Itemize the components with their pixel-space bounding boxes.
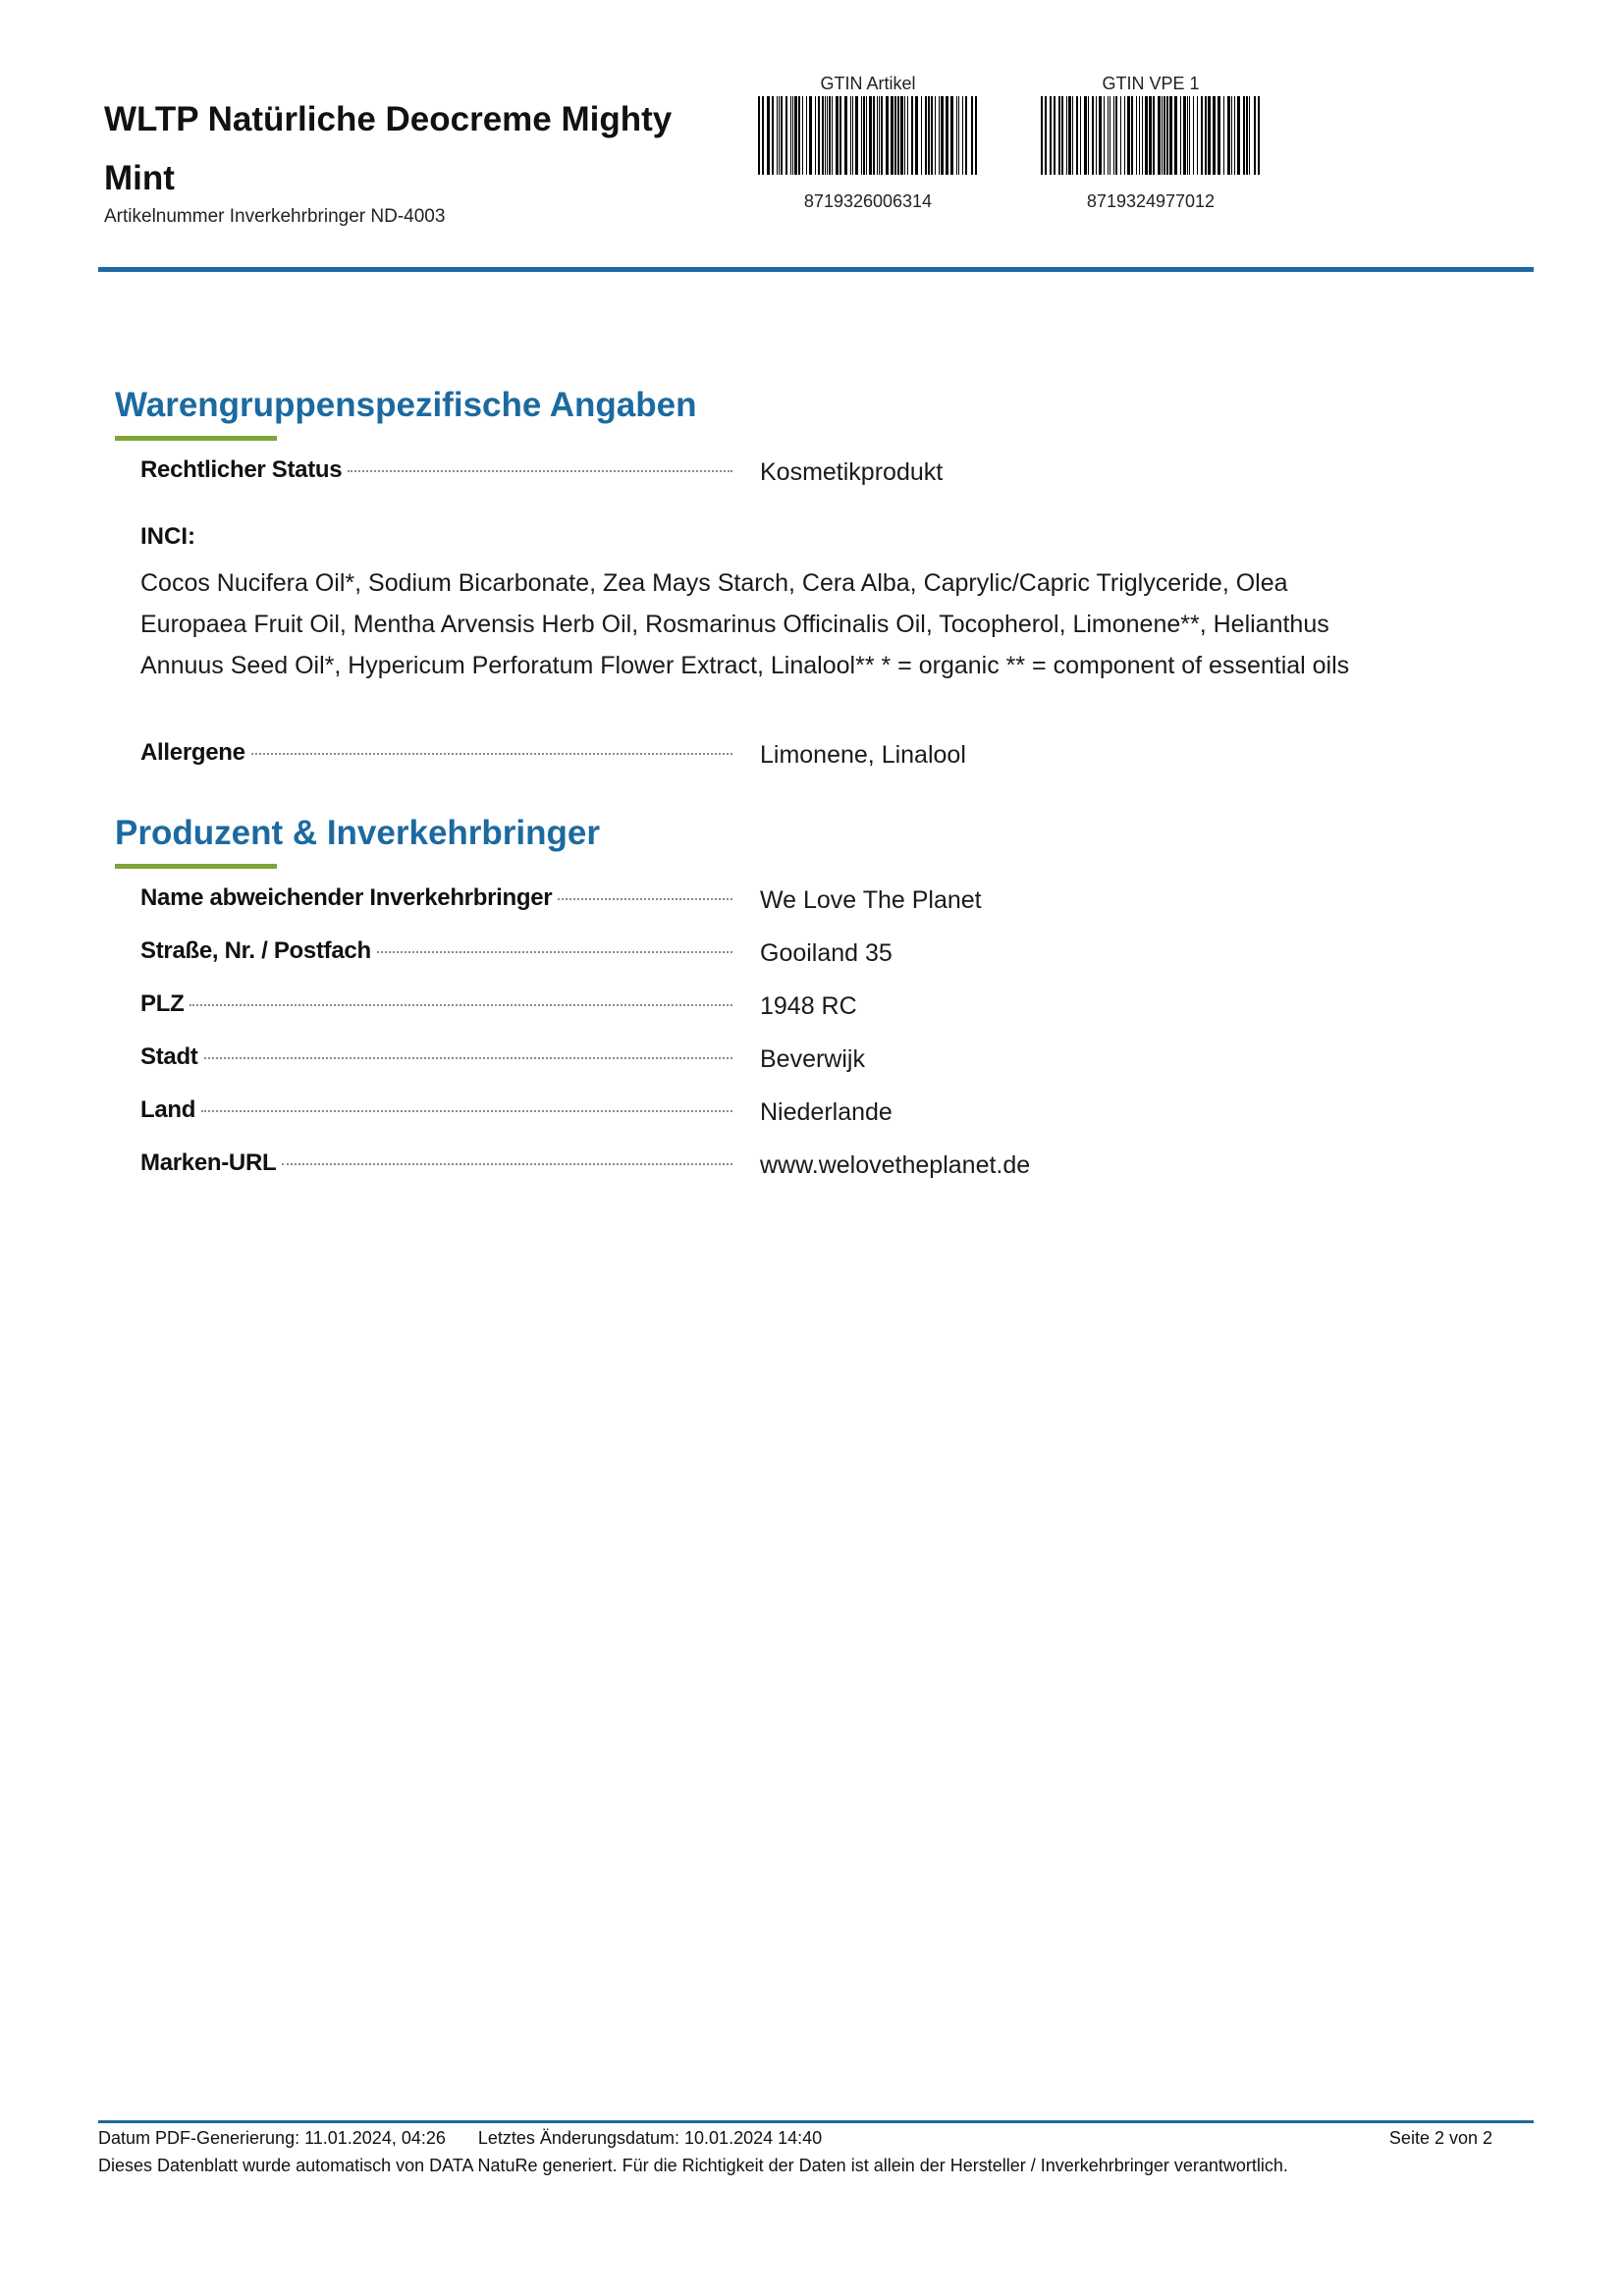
dotted-leader bbox=[348, 469, 732, 472]
section-title-product-group: Warengruppenspezifische Angaben bbox=[115, 386, 697, 424]
field-value: We Love The Planet bbox=[760, 886, 982, 914]
document-title: WLTP Natürliche Deocreme Mighty Mint bbox=[104, 100, 673, 197]
footer-page-number: Seite 2 von 2 bbox=[1388, 2128, 1492, 2148]
field-brand-url bbox=[140, 1149, 1417, 1185]
dotted-leader bbox=[251, 752, 732, 755]
field-street bbox=[140, 937, 1417, 973]
field-value: Beverwijk bbox=[760, 1045, 865, 1073]
field-postal-code bbox=[140, 990, 1417, 1026]
field-label: Rechtlicher Status bbox=[140, 456, 343, 483]
field-label: Allergene bbox=[140, 739, 245, 766]
field-legal-status bbox=[140, 456, 1417, 492]
field-value: Niederlande bbox=[760, 1098, 893, 1126]
footer-divider bbox=[98, 2120, 1534, 2123]
field-allergens bbox=[140, 739, 1417, 774]
field-label: PLZ bbox=[140, 990, 185, 1017]
field-value: Limonene, Linalool bbox=[760, 741, 966, 769]
field-value: Kosmetikprodukt bbox=[760, 458, 944, 486]
footer-disclaimer: Dieses Datenblatt wurde automatisch von DATA NatuRe generiert. Für die Richtigkeit der Daten ist allein der Hersteller / Inverkehrbringer verantwortlich. bbox=[98, 2156, 1288, 2175]
inci-label: INCI: bbox=[140, 523, 195, 550]
field-country bbox=[140, 1096, 1417, 1132]
brand-url-link[interactable]: www.welovetheplanet.de bbox=[760, 1151, 1031, 1179]
barcode-label: GTIN Artikel bbox=[820, 74, 916, 93]
field-label: Name abweichender Inverkehrbringer bbox=[140, 884, 553, 911]
header-divider bbox=[98, 267, 1534, 272]
barcode-bars-icon bbox=[756, 96, 980, 175]
dotted-leader bbox=[189, 1003, 732, 1006]
field-label: Marken-URL bbox=[140, 1149, 277, 1176]
field-label: Stadt bbox=[140, 1043, 198, 1070]
section-underline bbox=[115, 436, 277, 441]
field-label: Straße, Nr. / Postfach bbox=[140, 937, 371, 964]
barcode-bars-icon bbox=[1039, 96, 1263, 175]
dotted-leader bbox=[558, 897, 732, 900]
dotted-leader bbox=[204, 1056, 732, 1059]
barcode-gtin-vpe bbox=[1023, 71, 1278, 214]
field-city bbox=[140, 1043, 1417, 1079]
section-title-producer: Produzent & Inverkehrbringer bbox=[115, 814, 600, 852]
dotted-leader bbox=[201, 1109, 732, 1112]
dotted-leader bbox=[377, 950, 732, 953]
barcode-gtin-article bbox=[740, 71, 996, 214]
barcode-number: 8719324977012 bbox=[1086, 191, 1216, 211]
article-number: Artikelnummer Inverkehrbringer ND-4003 bbox=[104, 206, 446, 227]
footer-modified-date: Letztes Änderungsdatum: 10.01.2024 14:40 bbox=[477, 2128, 823, 2148]
footer-generated-date: Datum PDF-Generierung: 11.01.2024, 04:26 bbox=[98, 2128, 446, 2148]
field-label: Land bbox=[140, 1096, 196, 1123]
footer-meta bbox=[98, 2128, 1492, 2149]
field-distributor-name bbox=[140, 884, 1417, 920]
section-underline bbox=[115, 864, 277, 869]
dotted-leader bbox=[282, 1162, 732, 1165]
barcode-label: GTIN VPE 1 bbox=[1102, 74, 1200, 93]
field-value: Gooiland 35 bbox=[760, 939, 893, 967]
inci-text: Cocos Nucifera Oil*, Sodium Bicarbonate, Zea Mays Starch, Cera Alba, Caprylic/Capric Triglyceride, Olea Europaea Fruit Oil, Mentha Arvensis Herb Oil, Rosmarinus Officinalis Oil, Tocopherol, Limonene**, Helianthus Annuus Seed Oil*, Hypericum Perforatum Flower Extract, Linalool** * = organic ** = component of essential oils bbox=[140, 569, 1350, 679]
field-value: 1948 RC bbox=[760, 992, 857, 1020]
barcode-number: 8719326006314 bbox=[803, 191, 933, 211]
